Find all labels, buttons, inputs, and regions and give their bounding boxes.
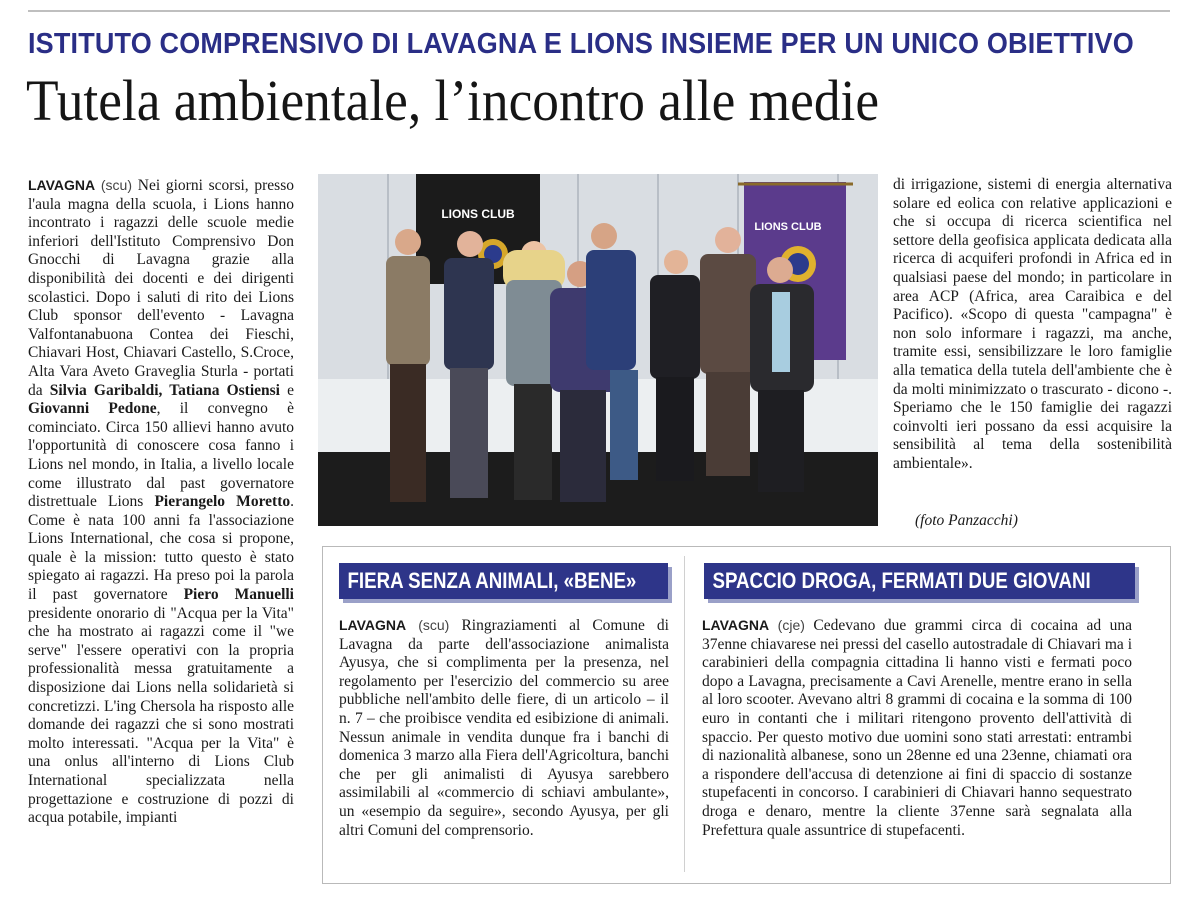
brief-body-fiera	[339, 616, 669, 872]
brief-title-text: SPACCIO DROGA, FERMATI DUE GIOVANI	[712, 568, 1091, 593]
brief-body-spaccio	[702, 616, 1132, 872]
person-name: Pierangelo Moretto	[154, 493, 291, 511]
lions-banner-left-text: LIONS CLUB	[441, 207, 515, 221]
main-headline: Tutela ambientale, l’incontro alle medie	[26, 68, 880, 133]
author-tag: (scu)	[418, 617, 450, 633]
kicker-headline: ISTITUTO COMPRENSIVO DI LAVAGNA E LIONS INSIEME PER UN UNICO OBIETTIVO	[28, 28, 1134, 60]
person-name: Giovanni Pedone	[28, 400, 157, 418]
person-figures	[386, 223, 814, 502]
person-name: Piero Manuelli	[183, 586, 294, 604]
top-rule	[28, 10, 1170, 12]
briefs-divider	[684, 556, 685, 872]
brief-text: Cedevano due grammi circa di cocaina ad una 37enne chiavarese nei pressi del casello autostradale di Chiavari ma i carabinieri della compagnia cittadina li hanno visti e fermati poco dopo a Lavagna, precisamente a Cavi Arenelle, mentre erano in sella al loro scooter. Avevano altri 8 grammi di cocaina e la somma di 100 euro in contanti che i militari ritengono provento dell'attività di spaccio. Per questo motivo due uomini sono stati arrestati: entrambi di nazionalità albanese, sono un 28enne ed una 23enne, chiamati ora a rispondere dell'accusa di detenzione ai fini di spaccio di sostanze stupefacenti in concorso. I carabinieri di Chiavari hanno sequestrato droga e denaro, mentre la cliente 37enne sarà segnalata alla Prefettura quale assuntrice di stupefacenti.	[702, 617, 1132, 839]
article-column-right: di irrigazione, sistemi di energia alternativa solare ed eolica con relative applicazioni e che si occupa di ricerca scientifica nel settore della geofisica applicata dedicata alla ricerca di acquiferi profondi in Africa ed in qualsiasi paese del mondo; in particolare in area ACP (Africa, area Caraibica e del Pacifico). «Scopo di questa "campagna" è non solo informare i ragazzi, ma anche, tramite essi, sensibilizzare le loro famiglie alla tematica della tutela dell'ambiente che è da molti minimizzato o trascurato - dicono -. Speriamo che le 150 famiglie dei ragazzi coinvolti ieri possano da essi acquisire la sensibilità al tema della sostenibilità ambientale».	[893, 176, 1172, 472]
author-tag: (cje)	[777, 617, 805, 633]
group-photo	[318, 174, 878, 526]
dateline: LAVAGNA	[702, 617, 770, 633]
article-text: . Come è nata 100 anni fa l'associazione Lions International, che cosa si propone, quale è la mission: tutto questo è stato spiegato ai ragazzi. Ha preso poi la parola il past governatore	[28, 493, 294, 604]
dateline: LAVAGNA	[28, 177, 96, 193]
brief-text: Ringraziamenti al Comune di Lavagna da parte dell'associazione animalista Ayusya, che si complimenta per la presenza, nel regolamento per l'esercizio del commercio su aree pubbliche nell'ambito delle fiere, di un articolo – il n. 7 – che proibisce vendita ed esibizione di animali. Nessun animale in vendita dunque fra i banchi di domenica 3 marzo alla Fiera dell'Agricoltura, banchi che per gli animalisti di Ayusya sarebbero assimilabili al «commercio di schiavi ambulante», un «esempio da seguire», secondo Ayusya, per gli altri Comuni del comprensorio.	[339, 617, 669, 839]
author-tag: (scu)	[100, 177, 133, 193]
brief-title-fiera	[339, 563, 668, 599]
article-column-left	[28, 176, 294, 888]
photo-credit: (foto Panzacchi)	[915, 512, 1018, 529]
brief-title-spaccio	[704, 563, 1135, 599]
brief-title-text: FIERA SENZA ANIMALI, «BENE»	[347, 568, 637, 593]
dateline: LAVAGNA	[339, 617, 407, 633]
person-name: Silvia Garibaldi, Tatiana Ostiensi	[49, 381, 280, 399]
article-text: Nei giorni scorsi, presso l'aula magna della scuola, i Lions hanno incontrato i ragazzi delle scuole medie inferiori dell'Istituto Comprensivo Don Gnocchi di Lavagna grazie alla disponibilità dei docenti e dei dirigenti scolastici. Dopo i saluti di rito dei Lions Club sponsor dell'evento - Lavagna Valfontanabuona Contea dei Fieschi, Chiavari Host, Chiavari Castello, S.Croce, Alta Vara Aveto Graveglia Sturla - portati da	[28, 177, 294, 399]
article-text: , il convegno è cominciato. Circa 150 allievi hanno avuto l'opportunità di conoscere cosa fanno i Lions nel mondo, in Italia, a livello locale come illustrato dal past governatore distrettuale Lions	[28, 400, 294, 511]
article-text: presidente onorario di "Acqua per la Vita" che ha mostrato ai ragazzi come il "we serve" l'essere operativi con la propria professionalità messa gratuitamente a disposizione dai Lions nella solidarietà si concretizzi. L'ing Chersola ha risposto alle domande dei ragazzi che si sono mostrati molto interessati. "Acqua per la Vita" è una onlus all'interno di Lions Club International specializzata nella progettazione e costruzione di pozzi di acqua potabile, impianti	[28, 604, 294, 827]
article-text: e	[279, 381, 294, 399]
lions-banner-right-text: LIONS CLUB	[754, 221, 822, 233]
